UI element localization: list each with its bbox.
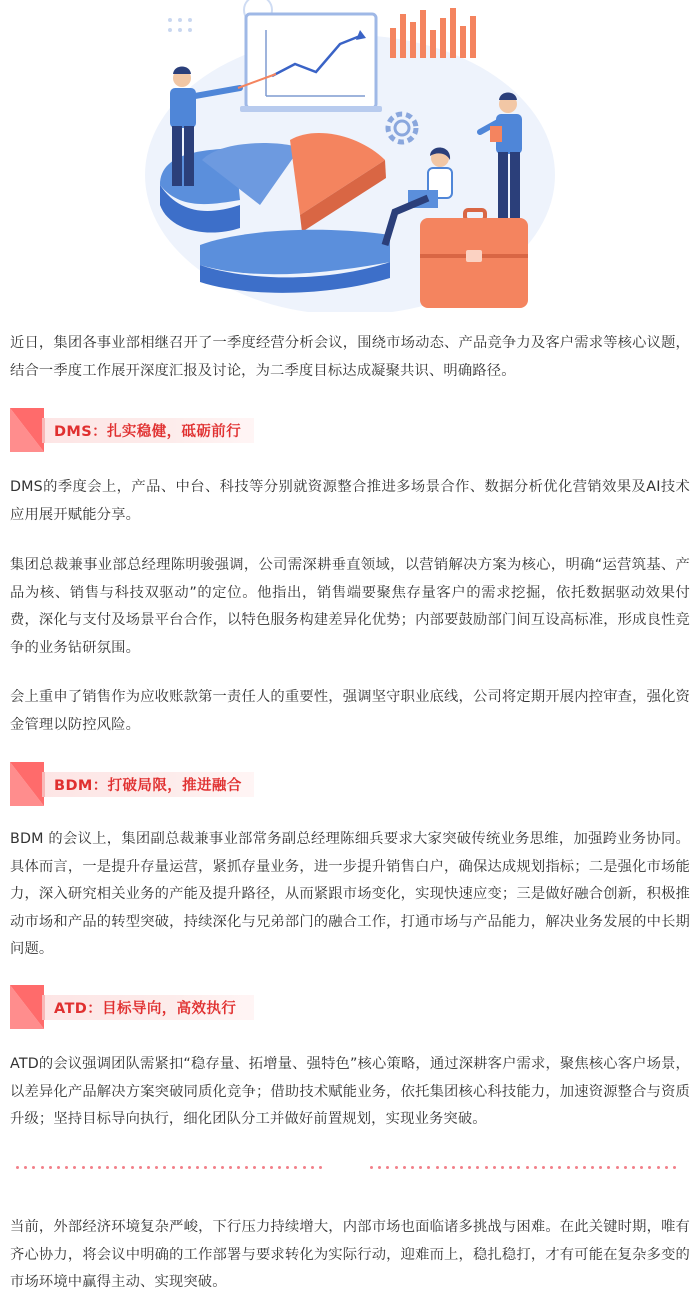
divider-dot (550, 1166, 553, 1169)
divider-dot (90, 1166, 93, 1169)
divider-dot (41, 1166, 44, 1169)
divider-dot (624, 1166, 627, 1169)
divider-dot (657, 1166, 660, 1169)
divider-dot (607, 1166, 610, 1169)
section-header-dms (10, 408, 250, 452)
divider-dot (262, 1166, 265, 1169)
divider-dot (526, 1166, 529, 1169)
divider-dot (270, 1166, 273, 1169)
closing-paragraph: 当前，外部经济环境复杂严峻，下行压力持续增大，内部市场也面临诸多挑战与困难。在此关键时期，唯有齐心协力，将会议中明确的工作部署与要求转化为实际行动，迎难而上，稳扎稳打，才有可能在复杂多变的市场环境中赢得主动、实现突破。 (10, 1219, 690, 1290)
divider-dot (468, 1166, 471, 1169)
divider-dot (204, 1166, 207, 1169)
divider-dot (403, 1166, 406, 1169)
business-analysis-illustration (140, 0, 560, 312)
divider-dot (509, 1166, 512, 1169)
divider-dot (180, 1166, 183, 1169)
divider-dot (452, 1166, 455, 1169)
divider-dot (57, 1166, 60, 1169)
divider-dot (460, 1166, 463, 1169)
divider-dot (485, 1166, 488, 1169)
divider-dot (567, 1166, 570, 1169)
divider-dot (213, 1166, 216, 1169)
divider-dot (648, 1166, 651, 1169)
divider-dot (32, 1166, 35, 1169)
divider-dot (575, 1166, 578, 1169)
divider-dot (188, 1166, 191, 1169)
divider-dot (65, 1166, 68, 1169)
divider-dot (221, 1166, 224, 1169)
divider-right (370, 1166, 690, 1172)
section-title: ATD：目标导向，高效执行 (54, 1001, 237, 1017)
section-title: DMS：扎实稳健，砥砺前行 (54, 424, 242, 440)
divider-dot (558, 1166, 561, 1169)
divider-dot (131, 1166, 134, 1169)
divider-dot (599, 1166, 602, 1169)
divider-dot (278, 1166, 281, 1169)
divider-left (16, 1166, 336, 1172)
divider-dot (616, 1166, 619, 1169)
divider-dot (395, 1166, 398, 1169)
divider-dot (49, 1166, 52, 1169)
dms-paragraph-1: DMS的季度会上，产品、中台、科技等分别就资源整合推进多场景合作、数据分析优化营销效果及AI技术应用展开赋能分享。 (10, 479, 690, 523)
divider-dot (98, 1166, 101, 1169)
divider-dot (196, 1166, 199, 1169)
divider-dot (73, 1166, 76, 1169)
divider-dot (16, 1166, 19, 1169)
divider-dot (542, 1166, 545, 1169)
divider-dot (286, 1166, 289, 1169)
divider-dot (673, 1166, 676, 1169)
divider-dot (386, 1166, 389, 1169)
divider-dot (82, 1166, 85, 1169)
divider-dot (139, 1166, 142, 1169)
section-title: BDM：打破局限，推进融合 (54, 778, 242, 794)
divider-dot (632, 1166, 635, 1169)
divider-dot (517, 1166, 520, 1169)
divider-dot (319, 1166, 322, 1169)
bdm-paragraph: BDM 的会议上，集团副总裁兼事业部常务副总经理陈细兵要求大家突破传统业务思维，加强跨业务协同。具体而言，一是提升存量运营，紧抓存量业务，进一步提升销售白户，确保达成规划指标；二是强化市场能力，深入研究相关业务的产能及提升路径，从而紧跟市场变化，实现快速应变；三是做好融合创新，积极推动市场和产品的转型突破，持续深化与兄弟部门的融合工作，打通市场与产品能力，解决业务发展的中长期问题。 (10, 831, 690, 957)
divider-dot (411, 1166, 414, 1169)
divider-dot (106, 1166, 109, 1169)
divider-dot (419, 1166, 422, 1169)
divider-dot (311, 1166, 314, 1169)
section-header-atd (10, 985, 250, 1029)
atd-paragraph: ATD的会议强调团队需紧扣“稳存量、拓增量、强特色”核心策略，通过深耕客户需求，聚焦核心客户场景，以差异化产品解决方案突破同质化竞争；借助技术赋能业务，依托集团核心科技能力，加速资源整合与资质升级；坚持目标导向执行，细化团队分工并做好前置规划，实现业务突破。 (10, 1056, 690, 1127)
divider-dot (163, 1166, 166, 1169)
divider-dot (24, 1166, 27, 1169)
divider-dot (591, 1166, 594, 1169)
divider-dot (476, 1166, 479, 1169)
briefcase-icon (420, 210, 528, 308)
divider-dot (122, 1166, 125, 1169)
divider-dot (378, 1166, 381, 1169)
divider-dot (640, 1166, 643, 1169)
dms-paragraph-2: 集团总裁兼事业部总经理陈明骏强调，公司需深耕垂直领域，以营销解决方案为核心，明确“运营筑基、产品为核、销售与科技双驱动”的定位。他指出，销售端要聚焦存量客户的需求挖掘，依托数据驱动效果付费，深化与支付及场景平台合作，以特色服务构建差异化优势；内部要鼓励部门间互设高标准，形成良性竞争的业务钻研氛围。 (10, 557, 690, 656)
divider-dot (583, 1166, 586, 1169)
divider-dot (155, 1166, 158, 1169)
divider-dot (237, 1166, 240, 1169)
divider-dot (294, 1166, 297, 1169)
divider-dot (436, 1166, 439, 1169)
divider-dot (665, 1166, 668, 1169)
section-header-bdm (10, 762, 250, 806)
divider-dot (534, 1166, 537, 1169)
divider-dot (427, 1166, 430, 1169)
divider-dot (303, 1166, 306, 1169)
divider-dot (229, 1166, 232, 1169)
divider-dot (245, 1166, 248, 1169)
divider-dot (370, 1166, 373, 1169)
divider-dot (253, 1166, 256, 1169)
intro-paragraph: 近日，集团各事业部相继召开了一季度经营分析会议，围绕市场动态、产品竞争力及客户需求等核心议题，结合一季度工作展开深度汇报及讨论，为二季度目标达成凝聚共识、明确路径。 (10, 335, 690, 379)
divider-dot (172, 1166, 175, 1169)
divider-dot (501, 1166, 504, 1169)
divider-dot (444, 1166, 447, 1169)
divider-dot (114, 1166, 117, 1169)
dms-paragraph-3: 会上重申了销售作为应收账款第一责任人的重要性，强调坚守职业底线，公司将定期开展内控审查，强化资金管理以防控风险。 (10, 689, 690, 733)
divider-dot (493, 1166, 496, 1169)
divider-dot (147, 1166, 150, 1169)
